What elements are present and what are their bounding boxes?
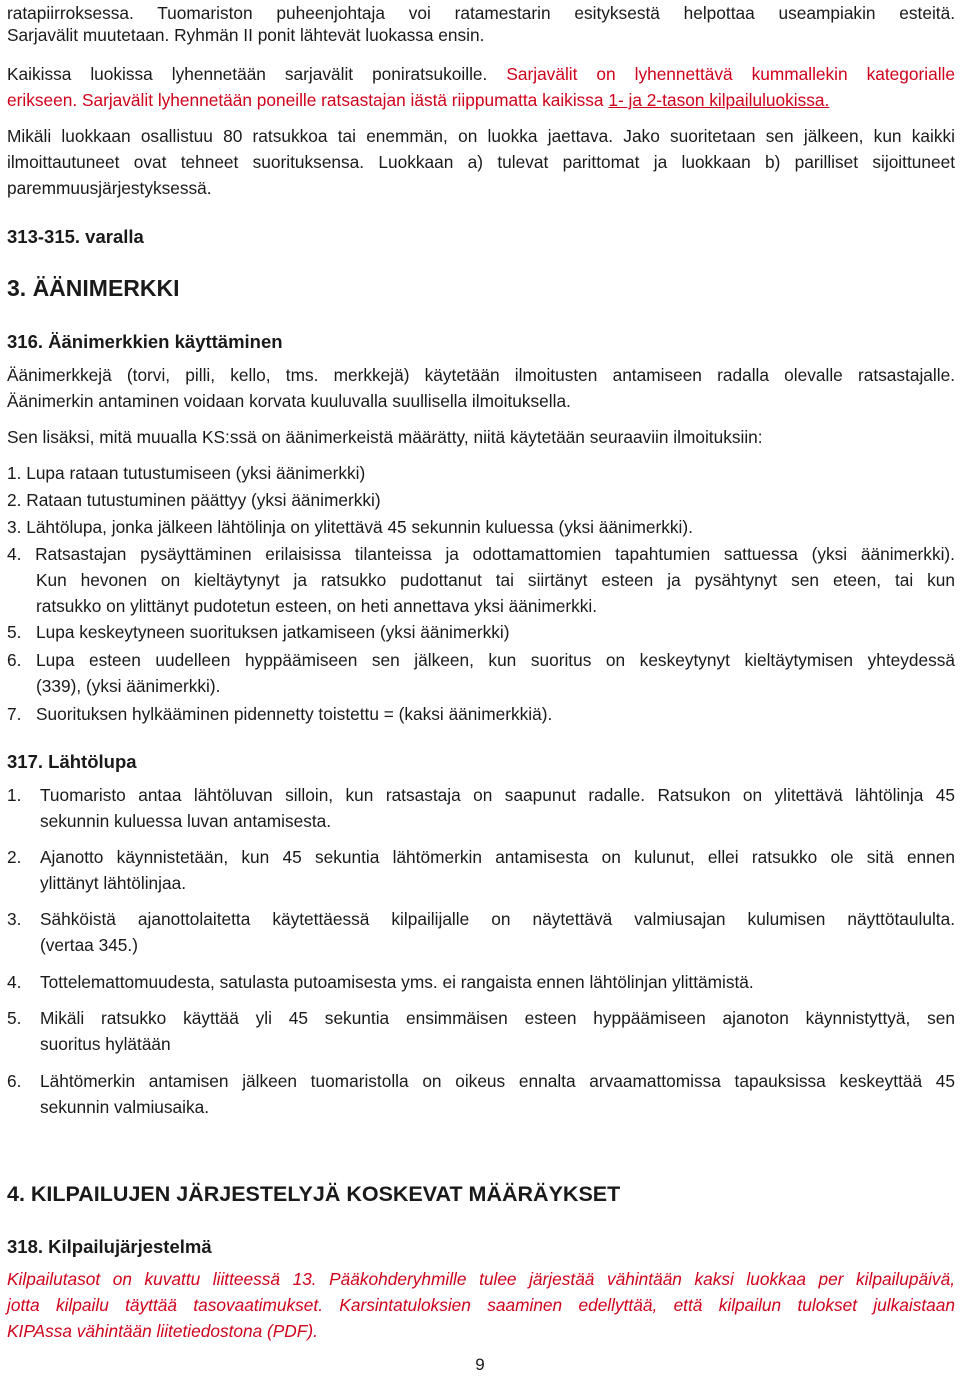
s316-item-6-line-1: Lupa esteen uudelleen hyppäämiseen sen jälkeen, kun suoritus on keskeytynyt kieltäytymisen yhteydessä (36, 650, 955, 670)
split-para-line-1: Mikäli luokkaan osallistuu 80 ratsukkoa tai enemmän, on luokka jaettava. Jako suoritetaan sen jälkeen, kun kaikki (7, 126, 955, 146)
heading-313-315: 313-315. varalla (7, 226, 144, 247)
s318-line-1: Kilpailutasot on kuvattu liitteessä 13. Pääkohderyhmille tulee järjestää vähintään kaksi luokkaa per kilpailupäivä, (7, 1269, 955, 1289)
s317-item-1-line-2: sekunnin kuluessa luvan antamisesta. (40, 811, 332, 831)
page-number: 9 (475, 1355, 485, 1374)
s317-item-6-line-1: Lähtömerkin antamisen jälkeen tuomaristolla on oikeus ennalta arvaamattomissa tapauksissa keskeyttää 45 (40, 1071, 955, 1091)
s316-item-4: 4. Ratsastajan pysäyttäminen erilaisissa tilanteissa ja odottamattomien tapahtumien sattuessa (yksi äänimerkki). (7, 544, 955, 564)
intro-line-3-red: Sarjavälit on lyhennettävä kummallekin kategorialle (506, 64, 955, 84)
s317-item-3-line-1: Sähköistä ajanottolaitetta käytettäessä kilpailijalle on näytettävä valmiusajan kulumisen näyttötaululta. (40, 909, 955, 929)
split-para-line-2: ilmoittautuneet ovat tehneet suorituksensa. Luokkaan a) tulevat parittomat ja luokkaan b) parilliset sijoittuneet (7, 152, 955, 172)
intro-line-2: Sarjavälit muutetaan. Ryhmän II ponit lähtevät luokassa ensin. (7, 25, 485, 45)
s316-item-2: 2. Rataan tutustuminen päättyy (yksi äänimerkki) (7, 490, 381, 510)
s317-item-5-line-1: Mikäli ratsukko käyttää yli 45 sekuntia ensimmäisen esteen hyppäämiseen ajanoton käynnistyttyä, sen (40, 1008, 955, 1028)
heading-section-4: 4. KILPAILUJEN JÄRJESTELYJÄ KOSKEVAT MÄÄRÄYKSET (7, 1182, 621, 1206)
heading-316: 316. Äänimerkkien käyttäminen (7, 331, 283, 352)
s316-item-5-text: Lupa keskeytyneen suorituksen jatkamiseen (yksi äänimerkki) (36, 622, 510, 642)
intro-line-4-text: Sarjavälit lyhennetään poneille ratsastajan iästä riippumatta kaikissa (81, 90, 604, 110)
s316-p1-line-1: Äänimerkkejä (torvi, pilli, kello, tms. merkkejä) käytetään ilmoitusten antamiseen radalla olevalle ratsastajalle. (7, 365, 955, 385)
intro-line-4 (7, 87, 955, 113)
intro-line-4-underlined: 1- ja 2-tason kilpailuluokissa. (608, 90, 830, 110)
s316-item-7-text: Suorituksen hylkääminen pidennetty toistettu = (kaksi äänimerkkiä). (36, 704, 553, 724)
s316-p2: Sen lisäksi, mitä muualla KS:ssä on äänimerkeistä määrätty, niitä käytetään seuraaviin ilmoituksiin: (7, 427, 763, 447)
s317-item-2-number: 2. (7, 847, 22, 867)
s317-item-3-line-2: (vertaa 345.) (40, 935, 138, 955)
heading-318: 318. Kilpailujärjestelmä (7, 1236, 212, 1257)
s317-item-5-number: 5. (7, 1008, 22, 1028)
intro-line-4-red: erikseen. (7, 90, 78, 110)
s316-item-4-cont-line-2: ratsukko on ylittänyt pudotetun esteen, on heti annettava yksi äänimerkki. (36, 596, 598, 616)
s316-item-5-number: 5. (7, 622, 22, 642)
s317-item-2-line-1: Ajanotto käynnistetään, kun 45 sekuntia lähtömerkin antamisesta on kulunut, ellei ratsukko ole sitä ennen (40, 847, 955, 867)
s316-item-6-number: 6. (7, 650, 22, 670)
intro-line-1: ratapiirroksessa. Tuomariston puheenjohtaja voi ratamestarin esityksestä helpottaa useampiakin esteitä. (7, 3, 955, 23)
s317-item-2-line-2: ylittänyt lähtölinjaa. (40, 873, 187, 893)
intro-line-3 (7, 61, 955, 87)
s316-item-4-cont-line-1: Kun hevonen on kieltäytynyt ja ratsukko pudottanut tai siirtänyt esteen ja pysähtynyt sen eteen, tai kun (36, 570, 955, 590)
s316-p1-line-2: Äänimerkin antaminen voidaan korvata kuuluvalla suullisella ilmoituksella. (7, 391, 571, 411)
split-para-line-3: paremmuusjärjestyksessä. (7, 178, 212, 198)
heading-section-3: 3. ÄÄNIMERKKI (7, 275, 180, 301)
s318-line-3: KIPAssa vähintään liitetiedostona (PDF). (7, 1321, 318, 1341)
s317-item-5-line-2: suoritus hylätään (40, 1034, 171, 1054)
heading-317: 317. Lähtölupa (7, 751, 137, 772)
s316-item-3: 3. Lähtölupa, jonka jälkeen lähtölinja on ylitettävä 45 sekunnin kuluessa (yksi äänimerkki). (7, 517, 693, 537)
s316-item-1: 1. Lupa rataan tutustumiseen (yksi äänimerkki) (7, 463, 366, 483)
s317-item-6-number: 6. (7, 1071, 22, 1091)
s317-item-1-number: 1. (7, 785, 22, 805)
s317-item-4-number: 4. (7, 972, 22, 992)
s317-item-6-line-2: sekunnin valmiusaika. (40, 1097, 210, 1117)
s317-item-4-text: Tottelemattomuudesta, satulasta putoamisesta yms. ei rangaista ennen lähtölinjan ylittämistä. (40, 972, 754, 992)
s316-item-6-line-2: (339), (yksi äänimerkki). (36, 676, 221, 696)
s317-item-3-number: 3. (7, 909, 22, 929)
s318-line-2: jotta kilpailu täyttää tasovaatimukset. Karsintatuloksien saaminen edellyttää, että kilpailun tulokset julkaistaan (7, 1295, 955, 1315)
intro-line-3-text: Kaikissa luokissa lyhennetään sarjavälit poniratsukoille. (7, 64, 488, 84)
s316-item-7-number: 7. (7, 704, 22, 724)
s317-item-1-line-1: Tuomaristo antaa lähtöluvan silloin, kun ratsastaja on saapunut radalle. Ratsukon on ylitettävä lähtölinja 45 (40, 785, 955, 805)
